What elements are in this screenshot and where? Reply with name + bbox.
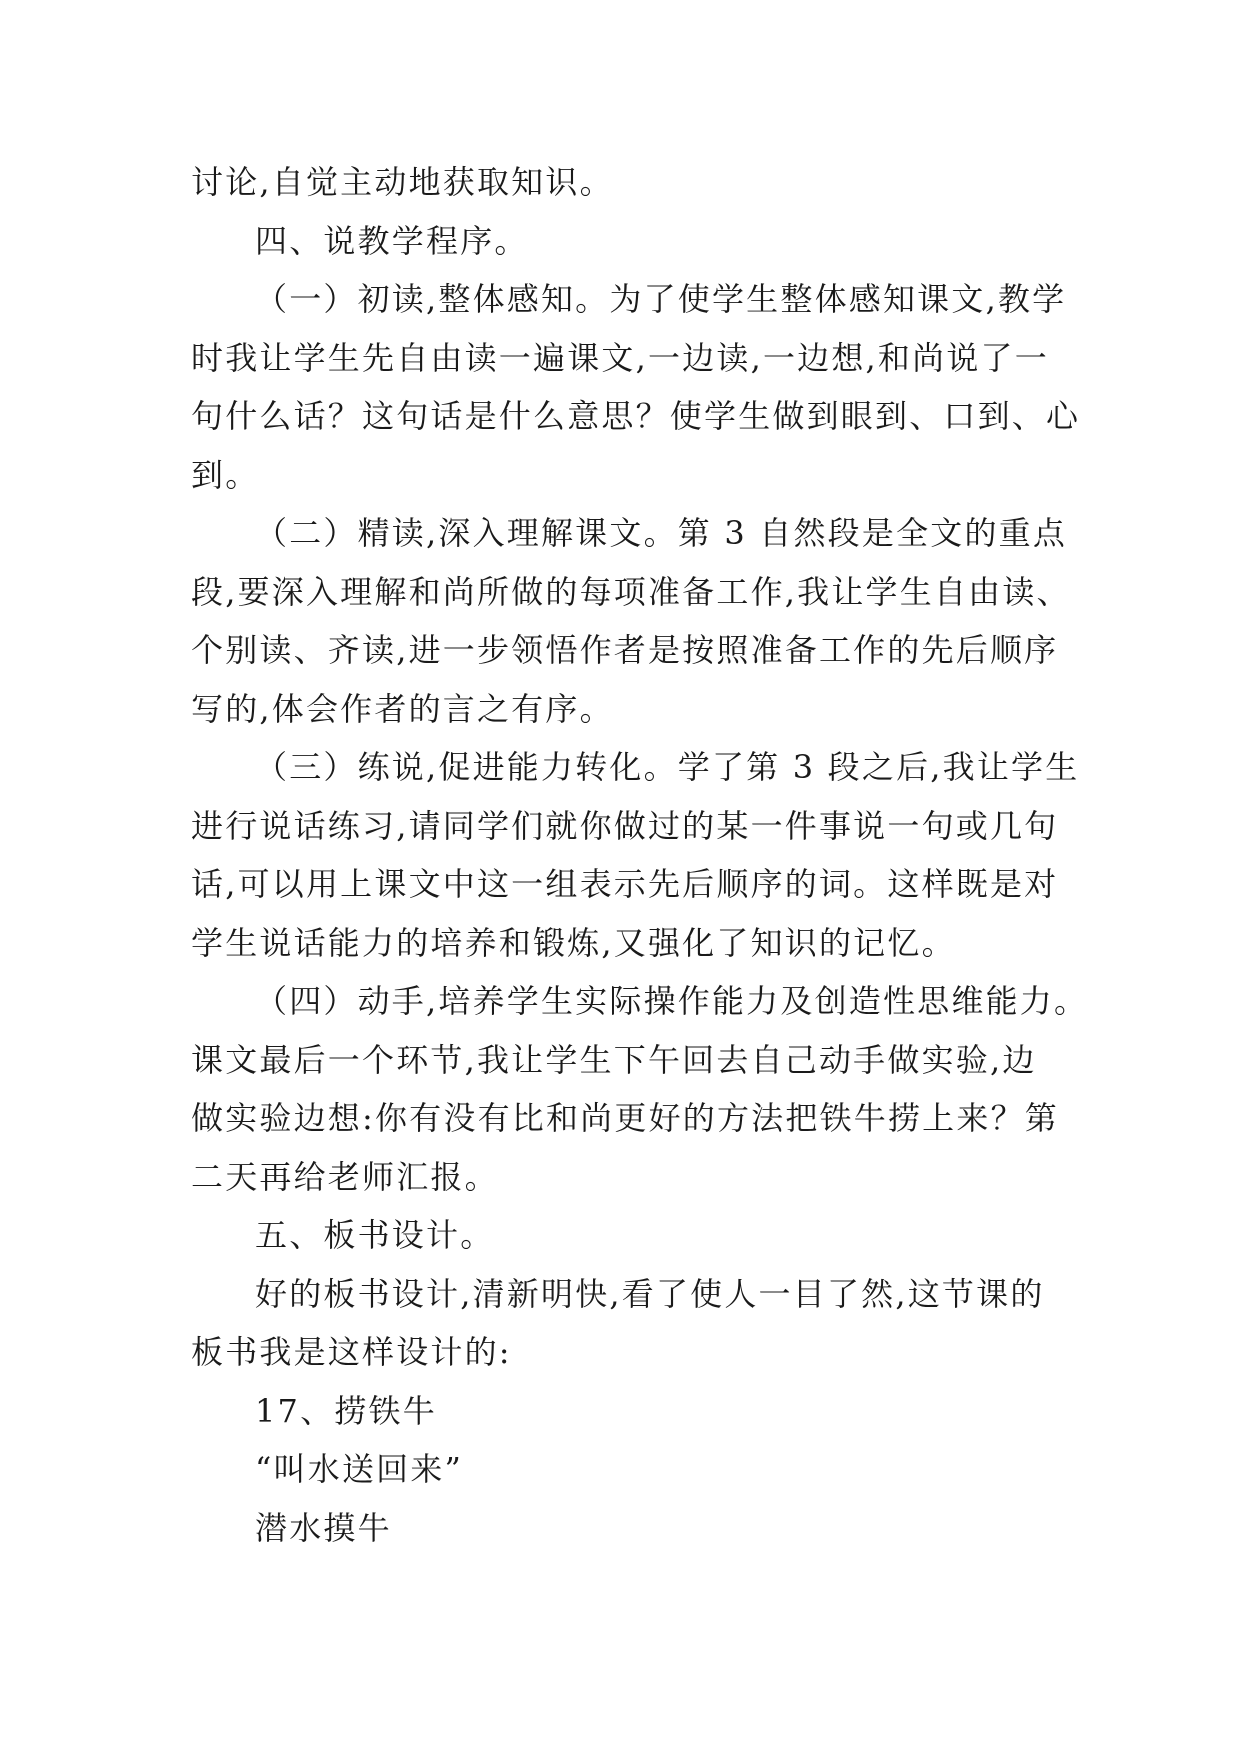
text-line: 个别读、齐读,进一步领悟作者是按照准备工作的先后顺序	[191, 631, 1059, 669]
text-line: 段,要深入理解和尚所做的每项准备工作,我让学生自由读、	[191, 572, 1071, 611]
text-line: 讨论,自觉主动地获取知识。	[191, 163, 614, 201]
text-line: （四）动手,培养学生实际操作能力及创造性思维能力。	[255, 982, 1089, 1020]
text-line: 学生说话能力的培养和锻炼,又强化了知识的记忆。	[191, 923, 956, 962]
text-line: 课文最后一个环节,我让学生下午回去自己动手做实验,边	[191, 1040, 1037, 1079]
text-line: 到。	[191, 455, 260, 494]
board-title: 17、捞铁牛	[255, 1391, 437, 1430]
text-line: 二天再给老师汇报。	[191, 1157, 499, 1196]
board-item: “叫水送回来”	[255, 1450, 464, 1488]
section-heading: 四、说教学程序。	[255, 221, 529, 260]
text-line: （一）初读,整体感知。为了使学生整体感知课文,教学	[255, 280, 1067, 318]
text-line: 写的,体会作者的言之有序。	[191, 689, 614, 728]
text-line: 板书我是这样设计的:	[191, 1333, 512, 1371]
text-line: 句什么话？这句话是什么意思？使学生做到眼到、口到、心	[191, 397, 1081, 435]
board-item: 潜水摸牛	[255, 1508, 392, 1547]
section-heading: 五、板书设计。	[255, 1216, 495, 1254]
document-body	[191, 153, 1089, 1557]
text-line: 话,可以用上课文中这一组表示先后顺序的词。这样既是对	[191, 865, 1059, 903]
text-line: 好的板书设计,清新明快,看了使人一目了然,这节课的	[255, 1274, 1045, 1313]
text-line: 做实验边想:你有没有比和尚更好的方法把铁牛捞上来？第	[191, 1099, 1059, 1137]
text-line: 时我让学生先自由读一遍课文,一边读,一边想,和尚说了一	[191, 338, 1049, 377]
text-line: 进行说话练习,请同学们就你做过的某一件事说一句或几句	[191, 806, 1059, 845]
text-line: （三）练说,促进能力转化。学了第 3 段之后,我让学生	[255, 748, 1080, 786]
text-line: （二）精读,深入理解课文。第 3 自然段是全文的重点	[255, 514, 1068, 552]
